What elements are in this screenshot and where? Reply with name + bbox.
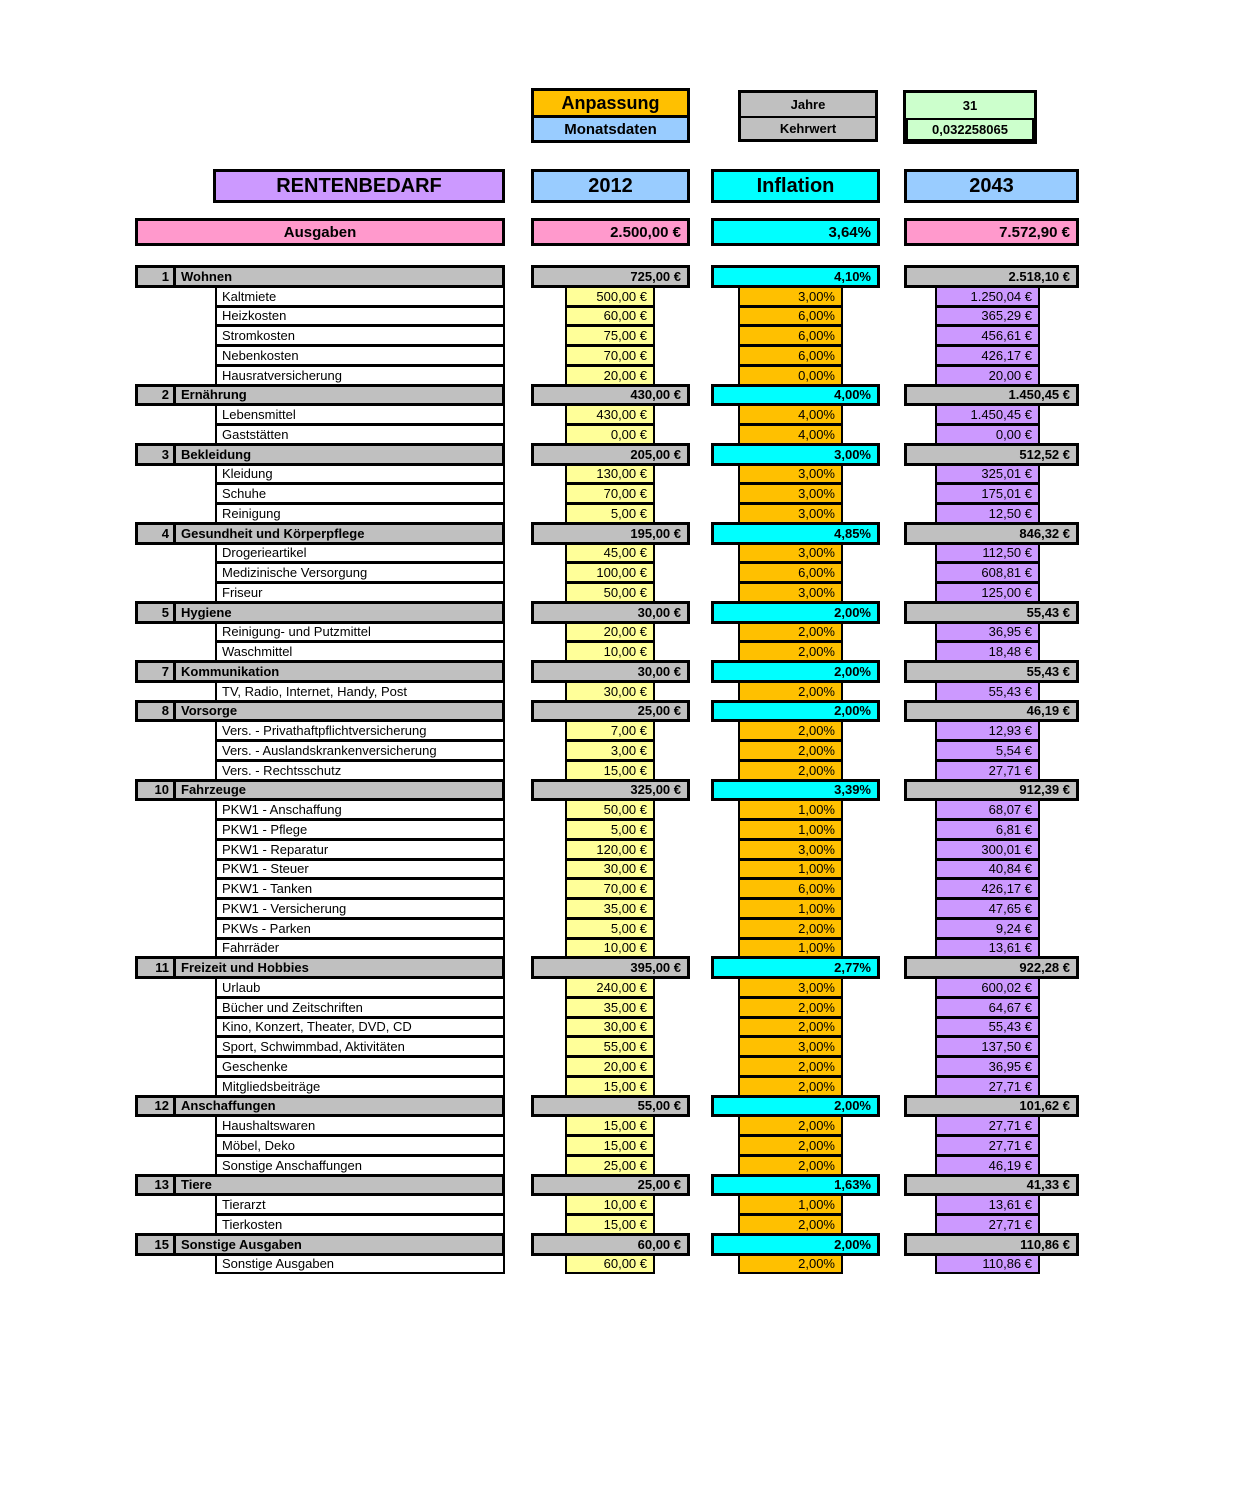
- expense-label: Sonstige Ausgaben: [215, 1254, 505, 1275]
- expense-2012-value[interactable]: 5,00 €: [565, 503, 655, 524]
- expense-2043-value: 13,61 €: [935, 938, 1040, 959]
- expense-label: Reinigung- und Putzmittel: [215, 622, 505, 643]
- expense-2012-value[interactable]: 75,00 €: [565, 325, 655, 346]
- jahre-kehrwert-values-box: [903, 90, 1037, 144]
- category-2012-total: 195,00 €: [531, 522, 690, 545]
- ausgaben-total-2043: 7.572,90 €: [904, 218, 1079, 246]
- category-name: Sonstige Ausgaben: [173, 1233, 505, 1256]
- expense-inflation-rate[interactable]: 4,00%: [738, 404, 843, 425]
- category-number: 11: [135, 956, 176, 979]
- category-2043-total: 512,52 €: [904, 443, 1079, 466]
- expense-inflation-rate[interactable]: 2,00%: [738, 681, 843, 702]
- expense-label: PKW1 - Reparatur: [215, 839, 505, 860]
- page-title: RENTENBEDARF: [213, 169, 505, 203]
- expense-2012-value[interactable]: 130,00 €: [565, 464, 655, 485]
- jahre-value-cell[interactable]: 31: [906, 93, 1034, 118]
- category-2012-total: 205,00 €: [531, 443, 690, 466]
- expense-inflation-rate[interactable]: 6,00%: [738, 345, 843, 366]
- expense-label: Tierkosten: [215, 1214, 505, 1235]
- kehrwert-label: Kehrwert: [741, 118, 875, 139]
- expense-2012-value[interactable]: 100,00 €: [565, 562, 655, 583]
- expense-label: Gaststätten: [215, 424, 505, 445]
- jahre-kehrwert-box: [738, 90, 878, 142]
- expense-2043-value: 175,01 €: [935, 483, 1040, 504]
- expense-inflation-rate[interactable]: 4,00%: [738, 424, 843, 445]
- expense-inflation-rate[interactable]: 2,00%: [738, 740, 843, 761]
- expense-inflation-rate[interactable]: 3,00%: [738, 483, 843, 504]
- expense-inflation-rate[interactable]: 2,00%: [738, 641, 843, 662]
- expense-label: Urlaub: [215, 977, 505, 998]
- expense-2043-value: 55,43 €: [935, 681, 1040, 702]
- expense-label: Reinigung: [215, 503, 505, 524]
- expense-label: PKW1 - Versicherung: [215, 898, 505, 919]
- category-2012-total: 725,00 €: [531, 265, 690, 288]
- expense-inflation-rate[interactable]: 6,00%: [738, 562, 843, 583]
- expenses-table: [0, 266, 1240, 1281]
- category-inflation-rate: 2,00%: [711, 660, 880, 683]
- category-2043-total: 101,62 €: [904, 1095, 1079, 1118]
- category-2012-total: 395,00 €: [531, 956, 690, 979]
- expense-2043-value: 325,01 €: [935, 464, 1040, 485]
- category-2043-total: 2.518,10 €: [904, 265, 1079, 288]
- expense-2012-value[interactable]: 30,00 €: [565, 859, 655, 880]
- expense-inflation-rate[interactable]: 3,00%: [738, 543, 843, 564]
- expense-2012-value[interactable]: 50,00 €: [565, 582, 655, 603]
- expense-2043-value: 112,50 €: [935, 543, 1040, 564]
- category-2012-total: 60,00 €: [531, 1233, 690, 1256]
- expense-label: Sonstige Anschaffungen: [215, 1155, 505, 1176]
- expense-2012-value[interactable]: 15,00 €: [565, 1076, 655, 1097]
- category-name: Anschaffungen: [173, 1095, 505, 1118]
- expense-label: Sport, Schwimmbad, Aktivitäten: [215, 1036, 505, 1057]
- expense-2012-value[interactable]: 20,00 €: [565, 1056, 655, 1077]
- category-2012-total: 430,00 €: [531, 384, 690, 407]
- expense-label: Vers. - Privathaftpflichtversicherung: [215, 720, 505, 741]
- category-inflation-rate: 2,00%: [711, 601, 880, 624]
- expense-2043-value: 27,71 €: [935, 1076, 1040, 1097]
- category-2043-total: 912,39 €: [904, 779, 1079, 802]
- expense-label: Bücher und Zeitschriften: [215, 997, 505, 1018]
- expense-2043-value: 27,71 €: [935, 760, 1040, 781]
- category-inflation-rate: 4,10%: [711, 265, 880, 288]
- expense-label: PKW1 - Pflege: [215, 819, 505, 840]
- category-number: 1: [135, 265, 176, 288]
- anpassung-label: Anpassung: [534, 91, 687, 118]
- expense-2012-value[interactable]: 20,00 €: [565, 365, 655, 386]
- expense-inflation-rate[interactable]: 3,00%: [738, 839, 843, 860]
- expense-2043-value: 46,19 €: [935, 1155, 1040, 1176]
- category-number: 13: [135, 1174, 176, 1197]
- expense-inflation-rate[interactable]: 3,00%: [738, 286, 843, 307]
- expense-2012-value[interactable]: 0,00 €: [565, 424, 655, 445]
- expense-label: Möbel, Deko: [215, 1135, 505, 1156]
- expense-2012-value[interactable]: 15,00 €: [565, 1115, 655, 1136]
- expense-2043-value: 0,00 €: [935, 424, 1040, 445]
- ausgaben-total-inflation: 3,64%: [711, 218, 880, 246]
- category-inflation-rate: 4,85%: [711, 522, 880, 545]
- expense-label: PKW1 - Tanken: [215, 878, 505, 899]
- category-inflation-rate: 4,00%: [711, 384, 880, 407]
- expense-label: PKW1 - Anschaffung: [215, 799, 505, 820]
- expense-inflation-rate[interactable]: 2,00%: [738, 1076, 843, 1097]
- expense-label: TV, Radio, Internet, Handy, Post: [215, 681, 505, 702]
- category-inflation-rate: 2,00%: [711, 1095, 880, 1118]
- expense-inflation-rate[interactable]: 1,00%: [738, 819, 843, 840]
- expense-2043-value: 13,61 €: [935, 1194, 1040, 1215]
- expense-inflation-rate[interactable]: 1,00%: [738, 898, 843, 919]
- category-2043-total: 41,33 €: [904, 1174, 1079, 1197]
- expense-inflation-rate[interactable]: 2,00%: [738, 760, 843, 781]
- expense-2012-value[interactable]: 240,00 €: [565, 977, 655, 998]
- expense-2043-value: 64,67 €: [935, 997, 1040, 1018]
- expense-2012-value[interactable]: 60,00 €: [565, 306, 655, 327]
- expense-label: Lebensmittel: [215, 404, 505, 425]
- expense-2012-value[interactable]: 20,00 €: [565, 622, 655, 643]
- expense-2043-value: 20,00 €: [935, 365, 1040, 386]
- expense-2043-value: 27,71 €: [935, 1135, 1040, 1156]
- expense-inflation-rate[interactable]: 6,00%: [738, 306, 843, 327]
- expense-2012-value[interactable]: 30,00 €: [565, 1017, 655, 1038]
- expense-2043-value: 365,29 €: [935, 306, 1040, 327]
- expense-label: Drogerieartikel: [215, 543, 505, 564]
- expense-2012-value[interactable]: 35,00 €: [565, 898, 655, 919]
- expense-2012-value[interactable]: 10,00 €: [565, 938, 655, 959]
- expense-label: PKWs - Parken: [215, 918, 505, 939]
- expense-2012-value[interactable]: 30,00 €: [565, 681, 655, 702]
- expense-2043-value: 426,17 €: [935, 345, 1040, 366]
- category-inflation-rate: 2,77%: [711, 956, 880, 979]
- category-name: Vorsorge: [173, 700, 505, 723]
- expense-2012-value[interactable]: 15,00 €: [565, 1214, 655, 1235]
- category-number: 2: [135, 384, 176, 407]
- expense-label: Friseur: [215, 582, 505, 603]
- expense-2043-value: 5,54 €: [935, 740, 1040, 761]
- expense-inflation-rate[interactable]: 0,00%: [738, 365, 843, 386]
- expense-2012-value[interactable]: 15,00 €: [565, 760, 655, 781]
- expense-inflation-rate[interactable]: 6,00%: [738, 878, 843, 899]
- expense-2043-value: 36,95 €: [935, 622, 1040, 643]
- expense-2012-value[interactable]: 60,00 €: [565, 1254, 655, 1275]
- expense-2043-value: 68,07 €: [935, 799, 1040, 820]
- expense-inflation-rate[interactable]: 3,00%: [738, 503, 843, 524]
- category-name: Kommunikation: [173, 660, 505, 683]
- category-name: Bekleidung: [173, 443, 505, 466]
- category-inflation-rate: 2,00%: [711, 1233, 880, 1256]
- category-2043-total: 46,19 €: [904, 700, 1079, 723]
- expense-inflation-rate[interactable]: 2,00%: [738, 720, 843, 741]
- expense-label: Stromkosten: [215, 325, 505, 346]
- expense-inflation-rate[interactable]: 6,00%: [738, 325, 843, 346]
- expense-label: Geschenke: [215, 1056, 505, 1077]
- monatsdaten-label: Monatsdaten: [534, 118, 687, 140]
- category-inflation-rate: 1,63%: [711, 1174, 880, 1197]
- category-number: 15: [135, 1233, 176, 1256]
- expense-label: Kino, Konzert, Theater, DVD, CD: [215, 1017, 505, 1038]
- expense-inflation-rate[interactable]: 3,00%: [738, 464, 843, 485]
- expense-2012-value[interactable]: 55,00 €: [565, 1036, 655, 1057]
- expense-2012-value[interactable]: 120,00 €: [565, 839, 655, 860]
- category-2012-total: 25,00 €: [531, 1174, 690, 1197]
- expense-label: Tierarzt: [215, 1194, 505, 1215]
- expense-2043-value: 36,95 €: [935, 1056, 1040, 1077]
- expense-inflation-rate[interactable]: 2,00%: [738, 1017, 843, 1038]
- expense-2012-value[interactable]: 7,00 €: [565, 720, 655, 741]
- expense-2012-value[interactable]: 50,00 €: [565, 799, 655, 820]
- expense-label: Medizinische Versorgung: [215, 562, 505, 583]
- expense-2043-value: 600,02 €: [935, 977, 1040, 998]
- expense-2043-value: 9,24 €: [935, 918, 1040, 939]
- category-2012-total: 30,00 €: [531, 601, 690, 624]
- expense-label: Nebenkosten: [215, 345, 505, 366]
- expense-2043-value: 300,01 €: [935, 839, 1040, 860]
- expense-inflation-rate[interactable]: 3,00%: [738, 1036, 843, 1057]
- expense-2012-value[interactable]: 35,00 €: [565, 997, 655, 1018]
- expense-label: Mitgliedsbeiträge: [215, 1076, 505, 1097]
- expense-inflation-rate[interactable]: 1,00%: [738, 938, 843, 959]
- expense-2043-value: 1.250,04 €: [935, 286, 1040, 307]
- category-number: 10: [135, 779, 176, 802]
- category-2043-total: 55,43 €: [904, 660, 1079, 683]
- expense-2043-value: 40,84 €: [935, 859, 1040, 880]
- expense-2012-value[interactable]: 3,00 €: [565, 740, 655, 761]
- category-2012-total: 30,00 €: [531, 660, 690, 683]
- expense-inflation-rate[interactable]: 2,00%: [738, 1155, 843, 1176]
- expense-2043-value: 18,48 €: [935, 641, 1040, 662]
- expense-2012-value[interactable]: 430,00 €: [565, 404, 655, 425]
- category-number: 8: [135, 700, 176, 723]
- category-2012-total: 325,00 €: [531, 779, 690, 802]
- expense-inflation-rate[interactable]: 2,00%: [738, 918, 843, 939]
- category-2043-total: 110,86 €: [904, 1233, 1079, 1256]
- column-header-2012: 2012: [531, 169, 690, 203]
- anpassung-box: [531, 88, 690, 143]
- expense-2043-value: 6,81 €: [935, 819, 1040, 840]
- category-inflation-rate: 2,00%: [711, 700, 880, 723]
- category-2043-total: 1.450,45 €: [904, 384, 1079, 407]
- ausgaben-total-label: Ausgaben: [135, 218, 505, 246]
- category-number: 5: [135, 601, 176, 624]
- expense-inflation-rate[interactable]: 2,00%: [738, 1115, 843, 1136]
- expense-2012-value[interactable]: 70,00 €: [565, 345, 655, 366]
- category-name: Wohnen: [173, 265, 505, 288]
- expense-inflation-rate[interactable]: 1,00%: [738, 799, 843, 820]
- expense-label: Kleidung: [215, 464, 505, 485]
- category-name: Ernährung: [173, 384, 505, 407]
- category-number: 3: [135, 443, 176, 466]
- category-2012-total: 55,00 €: [531, 1095, 690, 1118]
- expense-2012-value[interactable]: 500,00 €: [565, 286, 655, 307]
- category-2043-total: 922,28 €: [904, 956, 1079, 979]
- category-name: Gesundheit und Körperpflege: [173, 522, 505, 545]
- expense-2043-value: 608,81 €: [935, 562, 1040, 583]
- expense-inflation-rate[interactable]: 2,00%: [738, 1214, 843, 1235]
- expense-label: Waschmittel: [215, 641, 505, 662]
- column-header-inflation: Inflation: [711, 169, 880, 203]
- expense-label: Vers. - Auslandskrankenversicherung: [215, 740, 505, 761]
- expense-2012-value[interactable]: 5,00 €: [565, 819, 655, 840]
- category-2012-total: 25,00 €: [531, 700, 690, 723]
- category-inflation-rate: 3,00%: [711, 443, 880, 466]
- expense-inflation-rate[interactable]: 2,00%: [738, 1135, 843, 1156]
- category-2043-total: 55,43 €: [904, 601, 1079, 624]
- expense-inflation-rate[interactable]: 2,00%: [738, 1056, 843, 1077]
- expense-2043-value: 55,43 €: [935, 1017, 1040, 1038]
- expense-2043-value: 110,86 €: [935, 1254, 1040, 1275]
- expense-inflation-rate[interactable]: 3,00%: [738, 582, 843, 603]
- expense-2043-value: 426,17 €: [935, 878, 1040, 899]
- column-header-2043: 2043: [904, 169, 1079, 203]
- category-name: Tiere: [173, 1174, 505, 1197]
- expense-2043-value: 12,93 €: [935, 720, 1040, 741]
- expense-2043-value: 1.450,45 €: [935, 404, 1040, 425]
- expense-2012-value[interactable]: 70,00 €: [565, 483, 655, 504]
- expense-label: Kaltmiete: [215, 286, 505, 307]
- expense-label: Hausratversicherung: [215, 365, 505, 386]
- expense-inflation-rate[interactable]: 2,00%: [738, 622, 843, 643]
- category-number: 12: [135, 1095, 176, 1118]
- expense-2012-value[interactable]: 15,00 €: [565, 1135, 655, 1156]
- kehrwert-value-cell: 0,032258065: [906, 118, 1034, 141]
- category-number: 7: [135, 660, 176, 683]
- expense-2012-value[interactable]: 25,00 €: [565, 1155, 655, 1176]
- category-2043-total: 846,32 €: [904, 522, 1079, 545]
- expense-2012-value[interactable]: 10,00 €: [565, 1194, 655, 1215]
- ausgaben-total-2012: 2.500,00 €: [531, 218, 690, 246]
- expense-2043-value: 137,50 €: [935, 1036, 1040, 1057]
- expense-2012-value[interactable]: 45,00 €: [565, 543, 655, 564]
- expense-inflation-rate[interactable]: 2,00%: [738, 1254, 843, 1275]
- category-name: Freizeit und Hobbies: [173, 956, 505, 979]
- expense-2043-value: 456,61 €: [935, 325, 1040, 346]
- category-number: 4: [135, 522, 176, 545]
- expense-2043-value: 47,65 €: [935, 898, 1040, 919]
- expense-label: PKW1 - Steuer: [215, 859, 505, 880]
- category-name: Fahrzeuge: [173, 779, 505, 802]
- expense-2043-value: 27,71 €: [935, 1214, 1040, 1235]
- expense-2012-value[interactable]: 70,00 €: [565, 878, 655, 899]
- expense-label: Schuhe: [215, 483, 505, 504]
- expense-2043-value: 125,00 €: [935, 582, 1040, 603]
- expense-label: Vers. - Rechtsschutz: [215, 760, 505, 781]
- jahre-label: Jahre: [741, 93, 875, 118]
- category-inflation-rate: 3,39%: [711, 779, 880, 802]
- expense-label: Fahrräder: [215, 938, 505, 959]
- expense-2012-value[interactable]: 10,00 €: [565, 641, 655, 662]
- expense-inflation-rate[interactable]: 3,00%: [738, 977, 843, 998]
- expense-label: Haushaltswaren: [215, 1115, 505, 1136]
- expense-2043-value: 12,50 €: [935, 503, 1040, 524]
- expense-label: Heizkosten: [215, 306, 505, 327]
- category-name: Hygiene: [173, 601, 505, 624]
- expense-inflation-rate[interactable]: 1,00%: [738, 859, 843, 880]
- expense-2043-value: 27,71 €: [935, 1115, 1040, 1136]
- expense-2012-value[interactable]: 5,00 €: [565, 918, 655, 939]
- expense-inflation-rate[interactable]: 1,00%: [738, 1194, 843, 1215]
- expense-inflation-rate[interactable]: 2,00%: [738, 997, 843, 1018]
